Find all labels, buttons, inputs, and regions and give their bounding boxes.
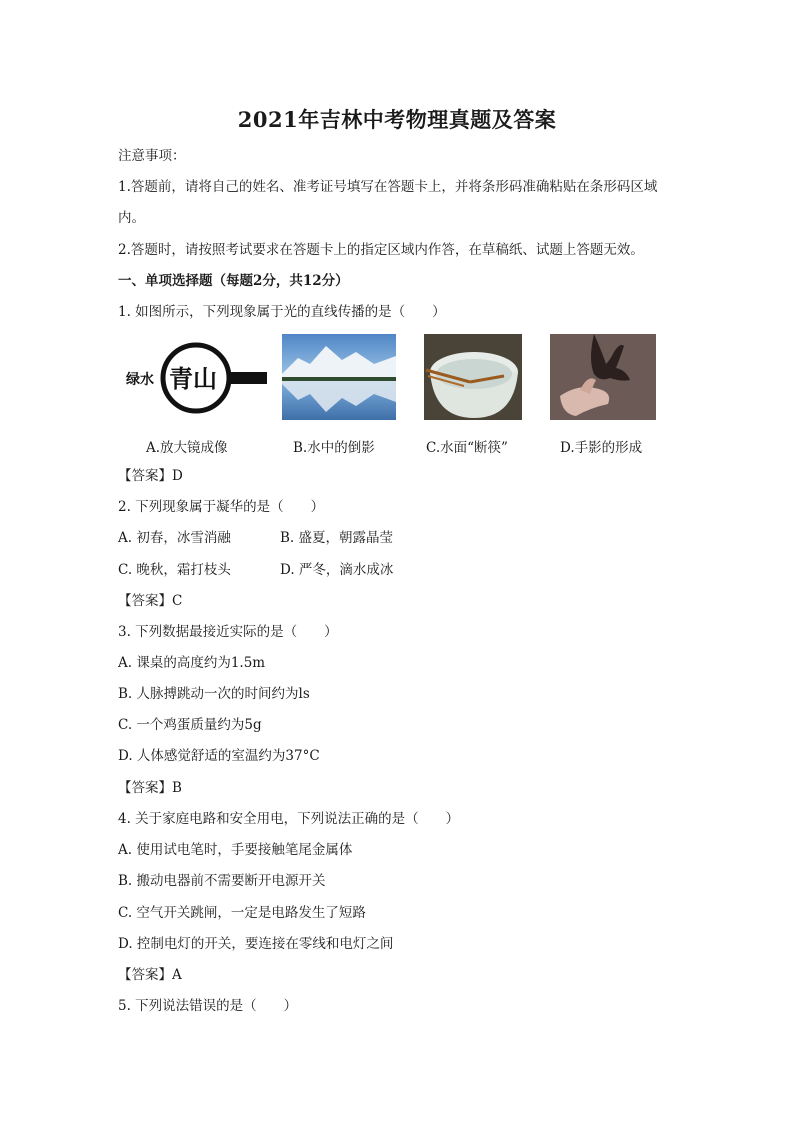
notice-item-2: 2.答题时，请按照考试要求在答题卡上的指定区域内作答，在草稿纸、试题上答题无效。 xyxy=(118,242,644,258)
q2-answer: 【答案】C xyxy=(118,593,183,609)
q4-option-d: D. 控制电灯的开关，要连接在零线和电灯之间 xyxy=(118,936,394,952)
magnifier-lens-text: 青山 xyxy=(169,365,217,393)
q4-option-a: A. 使用试电笔时，手要接触笔尾金属体 xyxy=(118,842,353,858)
q3-option-b: B. 人脉搏跳动一次的时间约为ls xyxy=(118,686,310,702)
q1-caption-b: B.水中的倒影 xyxy=(293,440,375,456)
q2-option-c: C. 晚秋，霜打枝头 xyxy=(118,562,231,578)
q1-caption-a: A.放大镜成像 xyxy=(146,440,228,456)
q2-option-d: D. 严冬，滴水成冰 xyxy=(280,562,394,578)
q1-caption-d: D.手影的形成 xyxy=(560,440,643,456)
notice-item-1-cont: 内。 xyxy=(118,210,145,226)
q2-option-a: A. 初春，冰雪消融 xyxy=(118,530,231,546)
question-4-stem: 4. 关于家庭电路和安全用电，下列说法正确的是（ ） xyxy=(118,811,460,827)
q1-answer: 【答案】D xyxy=(118,468,183,484)
q4-option-c: C. 空气开关跳闸，一定是电路发生了短路 xyxy=(118,905,366,921)
notice-item-1: 1.答题前，请将自己的姓名、准考证号填写在答题卡上，并将条形码准确粘贴在条形码区域 xyxy=(118,179,658,195)
magnifier-image xyxy=(124,334,270,420)
q4-answer: 【答案】A xyxy=(118,967,182,983)
section-heading: 一、单项选择题（每题2分，共12分） xyxy=(118,273,349,289)
q2-option-b: B. 盛夏，朝露晶莹 xyxy=(280,530,394,546)
bowl-chopsticks-image xyxy=(424,334,522,420)
q3-option-c: C. 一个鸡蛋质量约为5g xyxy=(118,717,262,733)
hand-shadow-image xyxy=(550,334,656,420)
question-2-stem: 2. 下列现象属于凝华的是（ ） xyxy=(118,499,325,515)
magnifier-left-text: 绿水 xyxy=(126,372,154,388)
page-title: 2021年吉林中考物理真题及答案 xyxy=(237,107,557,132)
water-reflection-image xyxy=(282,334,396,420)
q3-answer: 【答案】B xyxy=(118,780,182,796)
q4-option-b: B. 搬动电器前不需要断开电源开关 xyxy=(118,873,326,889)
question-1-stem: 1. 如图所示，下列现象属于光的直线传播的是（ ） xyxy=(118,304,446,320)
question-5-stem: 5. 下列说法错误的是（ ） xyxy=(118,998,298,1014)
notice-heading: 注意事项： xyxy=(118,148,186,164)
q3-option-d: D. 人体感觉舒适的室温约为37°C xyxy=(118,748,320,764)
question-3-stem: 3. 下列数据最接近实际的是（ ） xyxy=(118,624,338,640)
q3-option-a: A. 课桌的高度约为1.5m xyxy=(118,655,266,671)
q1-caption-c: C.水面“断筷” xyxy=(426,440,508,456)
